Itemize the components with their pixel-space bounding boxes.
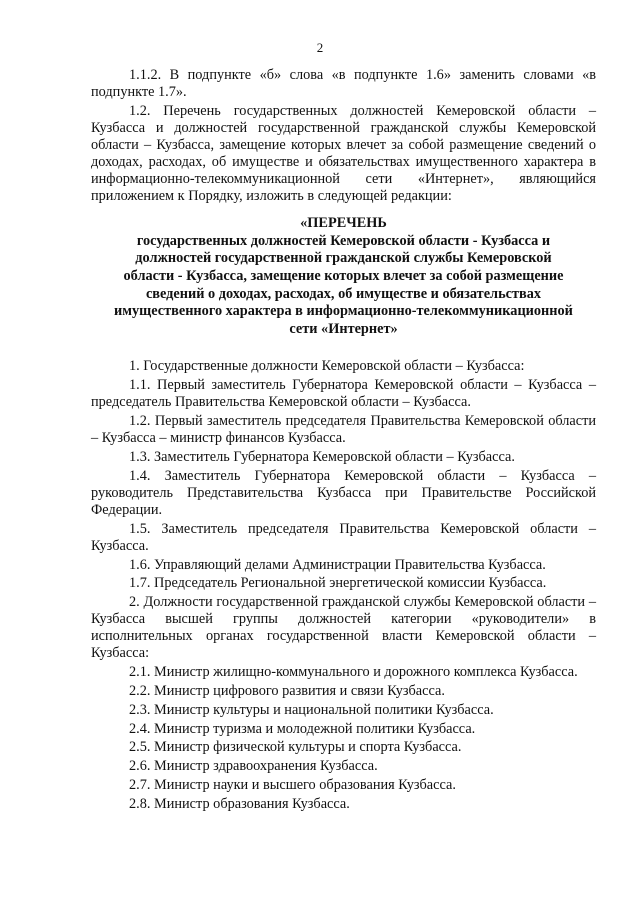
title-line: «ПЕРЕЧЕНЬ [300,215,387,232]
list-item: 2.7. Министр науки и высшего образования Кузбасса. [129,776,456,793]
title-line: сети «Интернет» [289,320,398,337]
list-item: 1.5. Заместитель председателя Правительства Кемеровской области – Кузбасса. [91,520,596,554]
title-line: сведений о доходах, расходах, об имуществе и обязательствах [145,285,542,302]
list-item: 1. Государственные должности Кемеровской области – Кузбасса: [129,358,525,375]
list-item: 1.7. Председатель Региональной энергетической комиссии Кузбасса. [129,575,547,592]
title-line: должностей государственной гражданской службы Кемеровской [135,250,552,267]
list-item: 2.1. Министр жилищно-коммунального и дорожного комплекса Кузбасса. [129,664,578,681]
title-line: государственных должностей Кемеровской области - Кузбасса и [136,232,551,249]
page-number: 2 [316,40,324,55]
document-body [91,67,596,814]
list-item: 2.5. Министр физической культуры и спорта Кузбасса. [129,739,462,756]
list-item: 2.3. Министр культуры и национальной политики Кузбасса. [129,701,494,718]
positions-list [91,358,596,812]
list-item: 2.2. Министр цифрового развития и связи Кузбасса. [129,682,445,699]
list-item: 2.6. Министр здравоохранения Кузбасса. [129,758,378,775]
paragraph-1-2: 1.2. Перечень государственных должностей Кемеровской области – Кузбасса и должностей государственной гражданской службы Кемеровской области – Кузбасса, замещение которых влечет за собой размещение сведений о доходах, расходах, об имуществе и обязательствах имущественного характера в информационно-телекоммуникационной сети «Интернет», являющийся приложением к Порядку, изложить в следующей редакции: [91,102,596,205]
list-item: 1.4. Заместитель Губернатора Кемеровской области – Кузбасса – руководитель Представительства Кузбасса при Правительстве Российской Федерации. [91,467,596,518]
list-item: 1.6. Управляющий делами Администрации Правительства Кузбасса. [129,556,546,573]
list-title [91,215,596,338]
list-item: 2. Должности государственной гражданской службы Кемеровской области – Кузбасса высшей группы должностей категории «руководители» в исполнительных органах государственной власти Кемеровской области – Кузбасса: [91,594,596,662]
paragraph-1-1-2: 1.1.2. В подпункте «б» слова «в подпункте 1.6» заменить словами «в подпункте 1.7». [91,67,596,101]
list-item: 1.1. Первый заместитель Губернатора Кемеровской области – Кузбасса – председатель Правительства Кемеровской области – Кузбасса. [91,377,596,411]
title-line: имущественного характера в информационно-телекоммуникационной [114,303,573,320]
list-item: 2.4. Министр туризма и молодежной политики Кузбасса. [129,720,476,737]
list-item: 1.2. Первый заместитель председателя Правительства Кемеровской области – Кузбасса – министр финансов Кузбасса. [91,413,596,447]
title-line: области - Кузбасса, замещение которых влечет за собой размещение [123,268,564,285]
list-item: 1.3. Заместитель Губернатора Кемеровской области – Кузбасса. [129,448,515,465]
list-item: 2.8. Министр образования Кузбасса. [129,795,350,812]
